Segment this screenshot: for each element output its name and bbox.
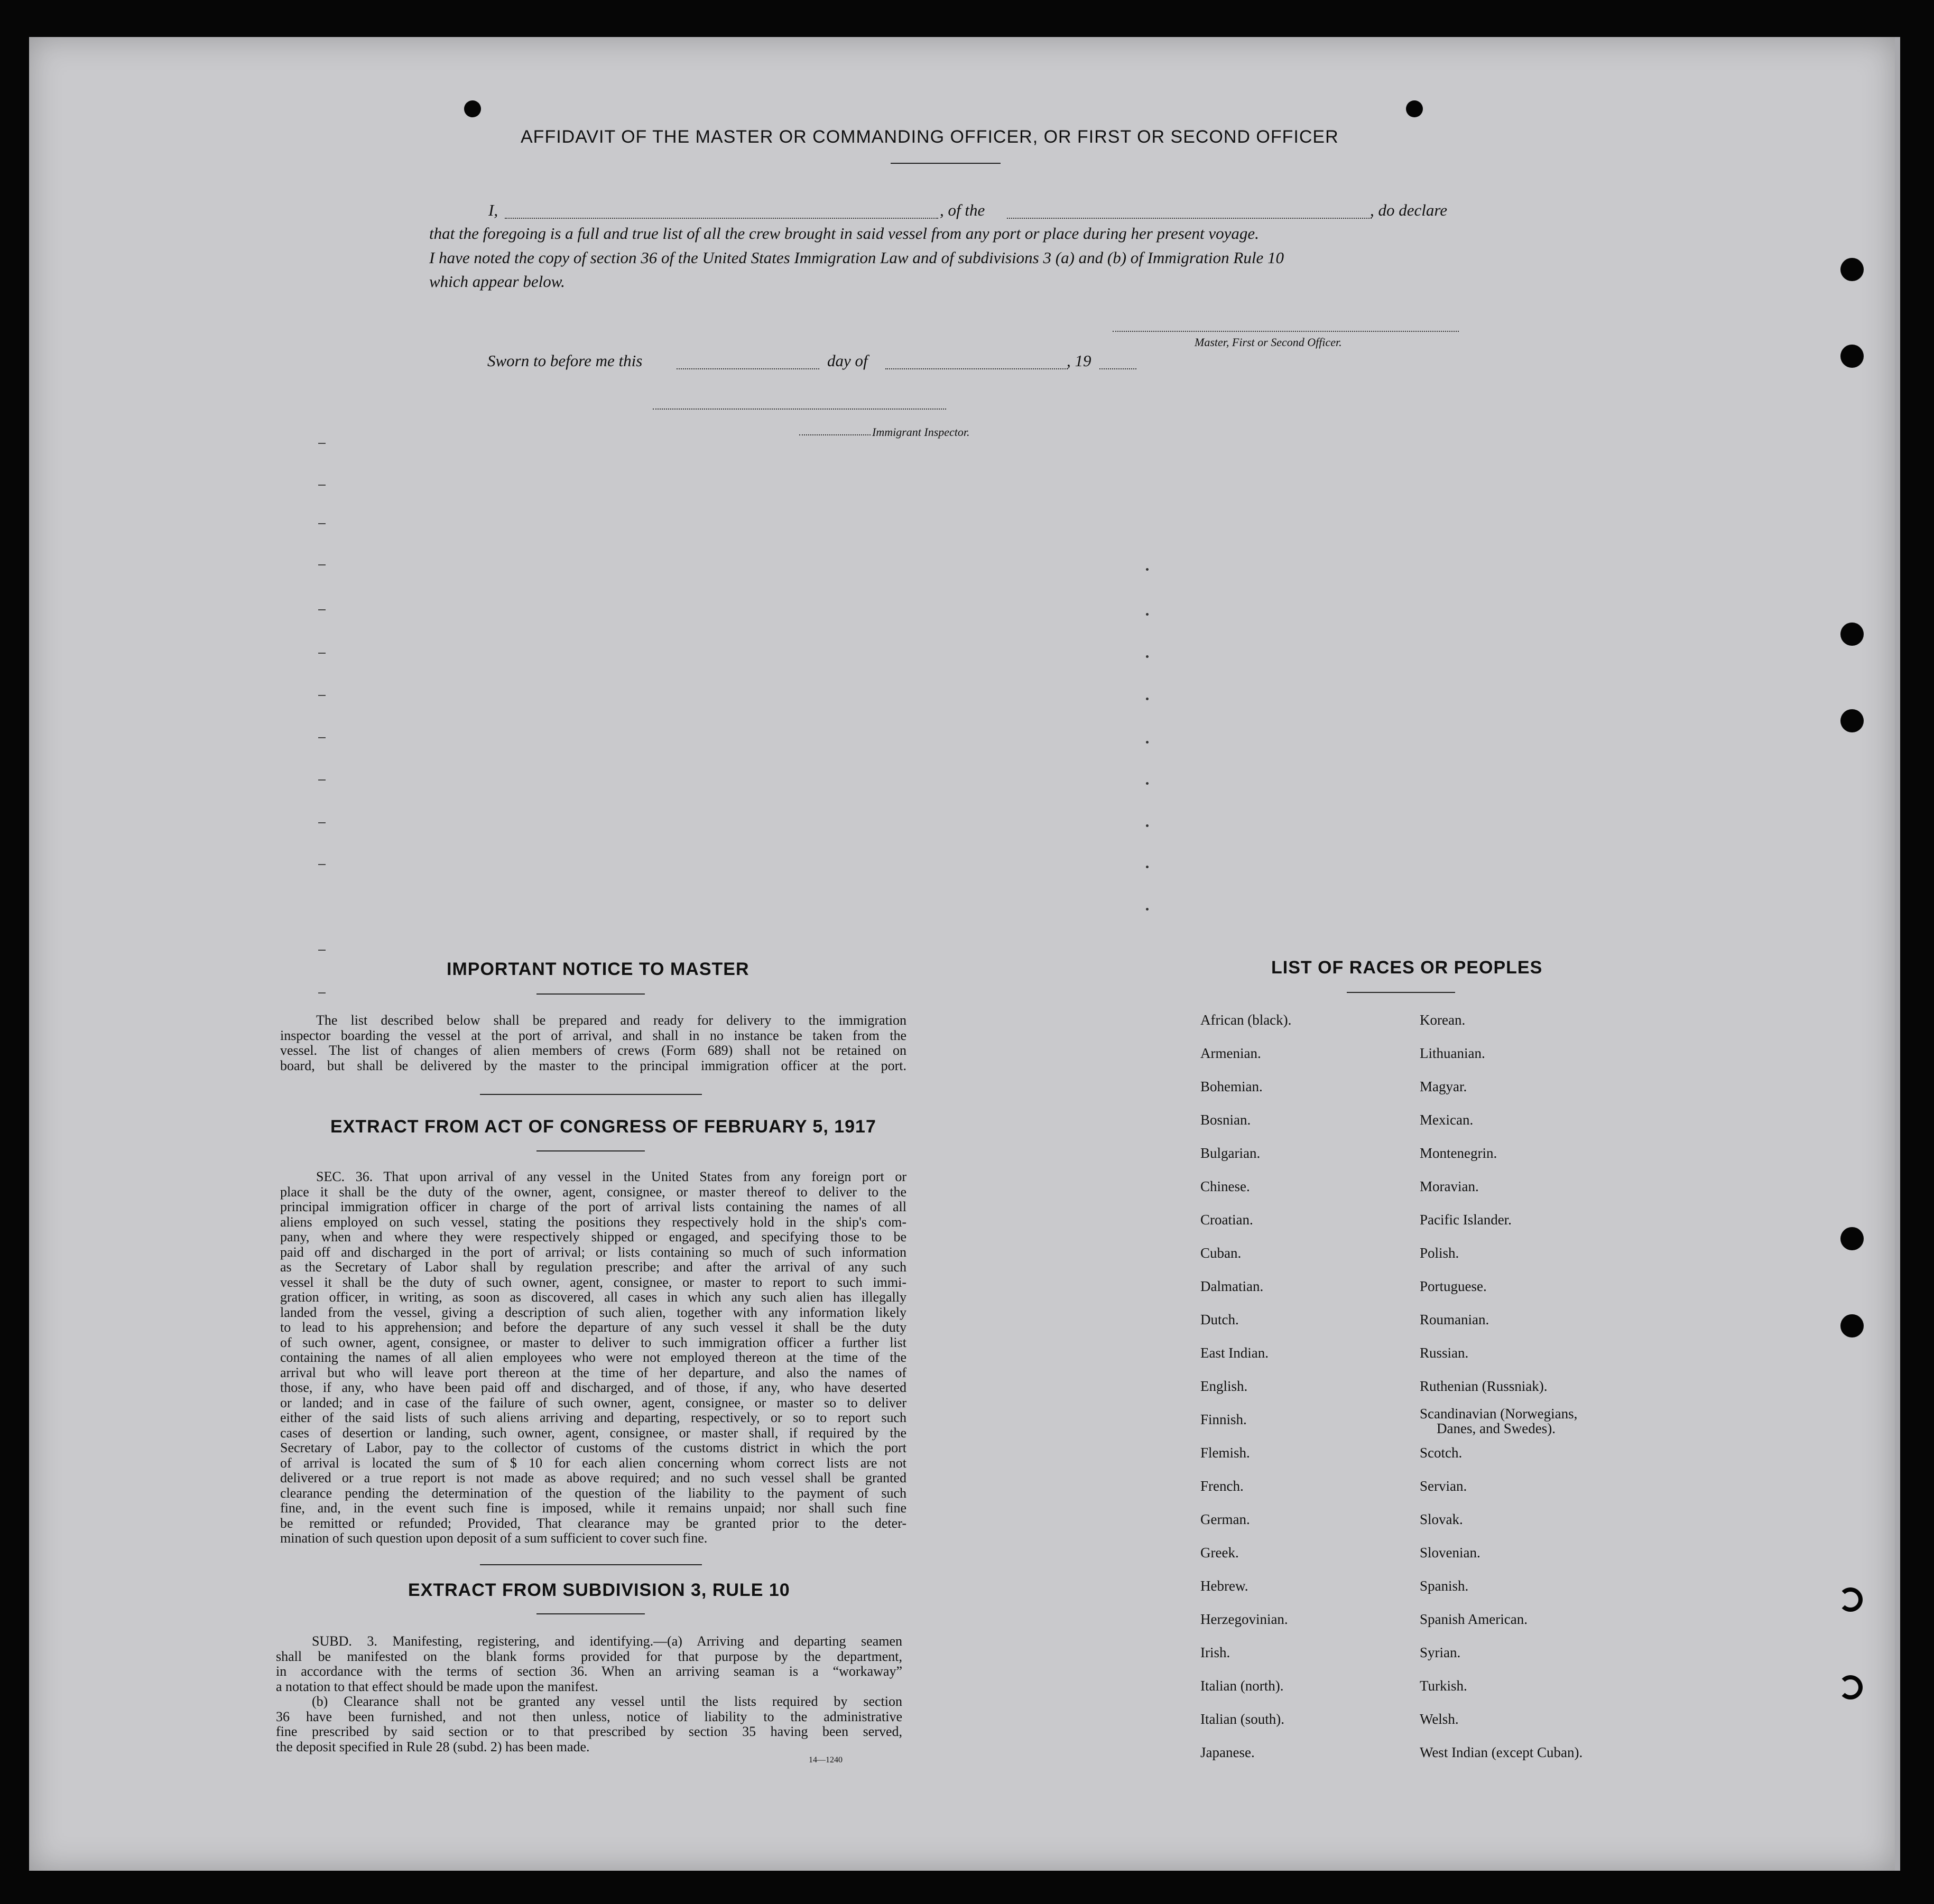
rule-line: 36 have been furnished, and not then unless, notice of liability to the administrative — [276, 1708, 902, 1724]
act-underline — [536, 1150, 645, 1151]
margin-dot — [1146, 824, 1149, 827]
race-left: Bohemian. — [1200, 1079, 1263, 1094]
rule-title: EXTRACT FROM SUBDIVISION 3, RULE 10 — [408, 1580, 790, 1600]
sworn-year: , 19 — [1067, 351, 1091, 370]
act-title: EXTRACT FROM ACT OF CONGRESS OF FEBRUARY 5, 1917 — [330, 1117, 876, 1137]
race-left: Herzegovinian. — [1200, 1611, 1288, 1627]
rule-line: the deposit specified in Rule 28 (subd. 2) has been made. — [276, 1739, 590, 1754]
races-title: LIST OF RACES OR PEOPLES — [1271, 958, 1543, 978]
act-line: arrival but who will leave port thereon at the time of her departure, and also the names of — [280, 1364, 906, 1380]
punch-hole — [1840, 258, 1864, 281]
race-left: Hebrew. — [1200, 1578, 1248, 1594]
margin-tick — [318, 485, 326, 486]
race-right: Scotch. — [1420, 1445, 1463, 1461]
act-body — [280, 1169, 906, 1546]
affidavit-line-3: I have noted the copy of section 36 of the United States Immigration Law and of subdivisions 3 (a) and (b) of Immigration Rule 10 — [429, 248, 1284, 267]
sworn-prefix: Sworn to before me this — [487, 351, 643, 370]
race-right: Portuguese. — [1420, 1278, 1487, 1294]
margin-tick — [318, 822, 326, 823]
punch-hole — [464, 100, 481, 117]
race-right: Polish. — [1420, 1245, 1459, 1261]
inspector-signature-line — [653, 408, 946, 410]
notice-line: vessel. The list of changes of alien members of crews (Form 689) shall not be retained on — [280, 1043, 906, 1058]
punch-hole — [1840, 709, 1864, 732]
race-left: East Indian. — [1200, 1345, 1269, 1361]
margin-tick — [318, 653, 326, 654]
sworn-day-line — [677, 368, 819, 369]
race-left: African (black). — [1200, 1012, 1292, 1028]
race-left: Armenian. — [1200, 1045, 1261, 1061]
race-right: Lithuanian. — [1420, 1045, 1485, 1061]
document-page — [29, 37, 1895, 1871]
act-line: place it shall be the duty of the owner, agent, consignee, or master thereof to deliver to the — [280, 1184, 906, 1200]
race-right: Montenegrin. — [1420, 1145, 1497, 1161]
race-right: Magyar. — [1420, 1079, 1467, 1094]
margin-tick — [318, 695, 326, 696]
margin-dot — [1146, 908, 1149, 911]
race-left: Japanese. — [1200, 1744, 1255, 1760]
act-line: either of the said lists of such aliens arriving and departing, respectively, or so to report such — [280, 1410, 906, 1425]
margin-tick — [318, 992, 326, 993]
margin-tick — [318, 779, 326, 781]
race-left: French. — [1200, 1478, 1244, 1494]
inspector-label: Immigrant Inspector. — [872, 425, 970, 439]
races-underline — [1347, 992, 1455, 993]
master-signature-label: Master, First or Second Officer. — [1195, 336, 1342, 349]
act-line: as the Secretary of Labor shall by regulation prescribe; and after the arrival of any such — [280, 1259, 906, 1275]
declare-suffix: , do declare — [1370, 201, 1448, 219]
act-line: vessel it shall be the duty of such owner, agent, consignee, or master to report to such immi- — [280, 1274, 906, 1290]
margin-tick — [318, 609, 326, 610]
act-line: pany, when and where they were respectively shipped or engaged, and specifying those to be — [280, 1229, 906, 1244]
act-line: clearance pending the determination of the question of the liability to the payment of such — [280, 1485, 906, 1501]
punch-hole — [1840, 623, 1864, 646]
rule-line: (b) Clearance shall not be granted any vessel until the lists required by section — [312, 1694, 902, 1709]
margin-tick — [318, 564, 326, 565]
race-right: Mexican. — [1420, 1112, 1474, 1128]
declarant-prefix: I, — [488, 201, 498, 219]
race-left: Chinese. — [1200, 1178, 1250, 1194]
affidavit-line-4: which appear below. — [429, 272, 565, 291]
act-line: aliens employed on such vessel, stating the positions they respectively hold in the ship's com- — [280, 1214, 906, 1230]
race-right: West Indian (except Cuban). — [1420, 1744, 1583, 1760]
margin-dot — [1146, 698, 1149, 700]
act-line: cases of desertion or landing, such owner, agent, consignee, or master shall, if required by the — [280, 1425, 906, 1441]
punch-hole — [1838, 1675, 1863, 1699]
notice-line: inspector boarding the vessel at the port of arrival, and shall in no instance be taken from the — [280, 1027, 906, 1043]
section-divider — [480, 1094, 702, 1095]
margin-dot — [1146, 866, 1149, 868]
race-left: German. — [1200, 1511, 1250, 1527]
act-line: delivered or a true report is not made as above required; and no such vessel shall be granted — [280, 1470, 906, 1485]
act-line: be remitted or refunded; Provided, That clearance may be granted prior to the deter- — [280, 1515, 906, 1531]
sworn-month-line — [885, 368, 1068, 369]
punch-hole — [1840, 1227, 1864, 1250]
act-line: fine, and, in the event such fine is imposed, while it remains unpaid; nor shall such fine — [280, 1500, 906, 1516]
race-right: Moravian. — [1420, 1178, 1479, 1194]
affidavit-line-2: that the foregoing is a full and true list of all the crew brought in said vessel from any port or place during her present voyage. — [429, 224, 1259, 243]
master-signature-line — [1113, 331, 1459, 332]
margin-tick — [318, 523, 326, 524]
margin-tick — [318, 737, 326, 738]
race-right: Ruthenian (Russniak). — [1420, 1378, 1548, 1394]
affidavit-title: AFFIDAVIT OF THE MASTER OR COMMANDING OFFICER, OR FIRST OR SECOND OFFICER — [521, 127, 1339, 147]
act-line: paid off and discharged in the port of arrival; or lists containing so much of such information — [280, 1244, 906, 1260]
title-underline — [891, 163, 1001, 164]
punch-hole — [1840, 345, 1864, 368]
sworn-year-line — [1099, 368, 1136, 369]
rule-line: fine prescribed by said section or to that prescribed by section 35 having been served, — [276, 1724, 902, 1739]
race-left: Dalmatian. — [1200, 1278, 1264, 1294]
rule-body — [276, 1634, 902, 1754]
notice-line: board, but shall be delivered by the master to the principal immigration officer at the port. — [280, 1057, 906, 1073]
act-line: or landed; and in case of the failure of such owner, agent, consignee, or master so to deliver — [280, 1395, 906, 1410]
notice-title: IMPORTANT NOTICE TO MASTER — [447, 959, 749, 979]
section-divider — [480, 1564, 702, 1565]
race-left: Croatian. — [1200, 1212, 1253, 1228]
act-line: those, if any, who have been paid off and discharged, and of those, if any, who have deserted — [280, 1380, 906, 1395]
vessel-name-line — [1007, 218, 1372, 219]
margin-tick — [318, 864, 326, 865]
race-right: Pacific Islander. — [1420, 1212, 1512, 1228]
race-right: Russian. — [1420, 1345, 1469, 1361]
race-right: Scandinavian (Norwegians, — [1420, 1406, 1578, 1422]
race-left: Dutch. — [1200, 1312, 1239, 1327]
act-line: mination of such question upon deposit of a sum sufficient to cover such fine. — [280, 1530, 708, 1546]
race-left: Irish. — [1200, 1645, 1230, 1660]
rule-line: shall be manifested on the blank forms provided for that purpose by the department, — [276, 1648, 902, 1664]
rule-line: in accordance with the terms of section 36. When an arriving seaman is a “workaway” — [276, 1664, 902, 1679]
declarant-name-line — [505, 218, 938, 219]
race-right: Korean. — [1420, 1012, 1466, 1028]
act-line: principal immigration officer in charge of the port of arrival lists containing the names of all — [280, 1199, 906, 1214]
act-line: containing the names of all alien employees who were not employed thereon at the time of the — [280, 1350, 906, 1365]
race-right: Syrian. — [1420, 1645, 1461, 1660]
rule-line: a notation to that effect should be made upon the manifest. — [276, 1678, 598, 1694]
margin-tick — [318, 950, 326, 951]
race-left: Finnish. — [1200, 1411, 1247, 1427]
race-left: Italian (north). — [1200, 1678, 1284, 1694]
act-line: to lead to his apprehension; and before the departure of any such vessel it shall be the duty — [280, 1320, 906, 1335]
race-right: Roumanian. — [1420, 1312, 1489, 1327]
margin-dot — [1146, 655, 1149, 658]
margin-dot — [1146, 782, 1149, 785]
race-left: Italian (south). — [1200, 1711, 1284, 1727]
vessel-prefix: , of the — [940, 201, 985, 219]
race-left: Flemish. — [1200, 1445, 1250, 1461]
notice-body — [280, 1013, 906, 1073]
race-right: Servian. — [1420, 1478, 1467, 1494]
margin-dot — [1146, 741, 1149, 744]
race-right: Slovenian. — [1420, 1545, 1480, 1561]
act-line: landed from the vessel, giving a description of such alien, together with any information likely — [280, 1304, 906, 1320]
race-left: Cuban. — [1200, 1245, 1242, 1261]
form-number: 14—1240 — [809, 1756, 843, 1764]
margin-dot — [1146, 568, 1149, 571]
race-left: Bosnian. — [1200, 1112, 1251, 1128]
act-line: Secretary of Labor, pay to the collector of customs of the customs district in which the port — [280, 1440, 906, 1455]
race-left: Greek. — [1200, 1545, 1239, 1561]
notice-line: The list described below shall be prepared and ready for delivery to the immigration — [316, 1013, 906, 1028]
act-line: of arrival is located the sum of $ 10 for each alien concerning whom correct lists are not — [280, 1455, 906, 1471]
race-right-continuation: Danes, and Swedes). — [1437, 1420, 1556, 1436]
rule-underline — [536, 1613, 645, 1614]
inspector-label-leader — [799, 434, 871, 435]
race-right: Slovak. — [1420, 1511, 1463, 1527]
act-line: SEC. 36. That upon arrival of any vessel in the United States from any foreign port or — [316, 1169, 906, 1184]
race-left: Bulgarian. — [1200, 1145, 1261, 1161]
rule-line: SUBD. 3. Manifesting, registering, and identifying.—(a) Arriving and departing seamen — [312, 1633, 902, 1649]
margin-tick — [318, 443, 326, 444]
race-right: Spanish American. — [1420, 1611, 1528, 1627]
race-right: Welsh. — [1420, 1711, 1459, 1727]
punch-hole — [1840, 1314, 1864, 1338]
act-line: gration officer, in writing, as soon as discovered, all cases in which any such alien has illegally — [280, 1289, 906, 1305]
race-right: Turkish. — [1420, 1678, 1467, 1694]
act-line: of such owner, agent, consignee, or master to deliver to such immigration officer a further list — [280, 1334, 906, 1350]
race-left: English. — [1200, 1378, 1248, 1394]
notice-underline — [536, 993, 645, 995]
race-right: Spanish. — [1420, 1578, 1469, 1594]
punch-hole — [1406, 100, 1423, 117]
sworn-day-of: day of — [827, 351, 868, 370]
margin-dot — [1146, 613, 1149, 616]
punch-hole — [1838, 1587, 1863, 1612]
